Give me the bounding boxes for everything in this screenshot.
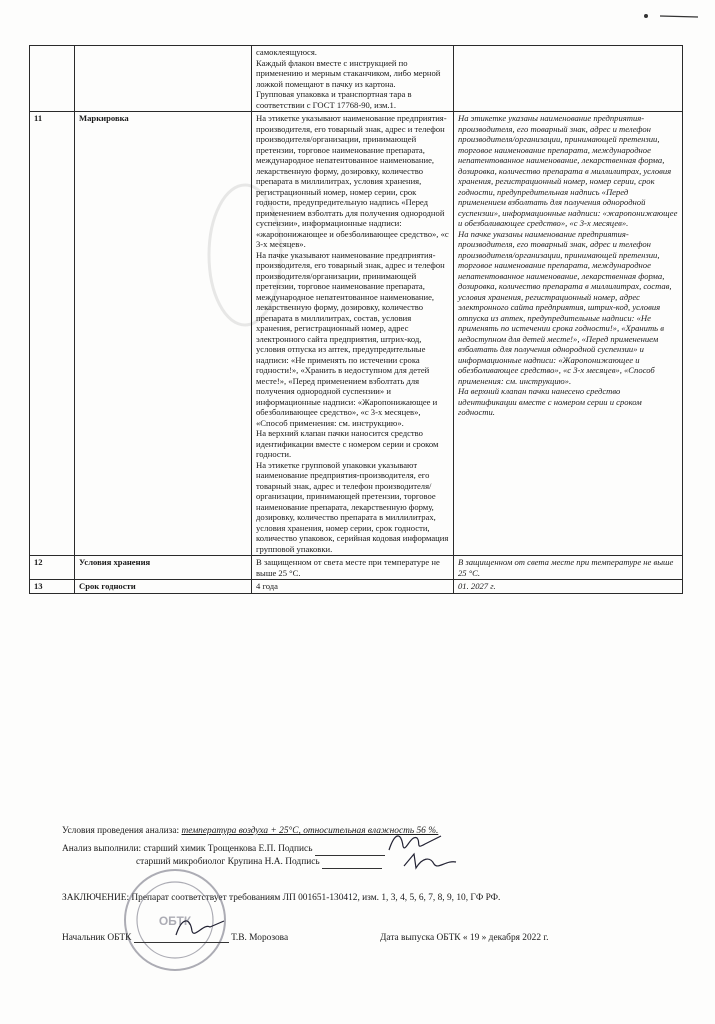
result-paragraph: 01. 2027 г.	[458, 581, 496, 591]
row-number-text: 12	[34, 557, 43, 567]
microbiologist-role: старший микробиолог Крупина Н.А.	[136, 857, 283, 867]
result-cell	[454, 46, 683, 112]
row-number-text: 11	[34, 113, 43, 123]
head-signature-blank	[134, 942, 229, 943]
row-number	[30, 112, 75, 556]
requirement-paragraph: Групповая упаковка и транспортная тара в соответствии с ГОСТ 17768-90, изм.1.	[256, 89, 412, 110]
stamp-label: ОБТК	[158, 914, 192, 928]
chemist-sign-word: Подпись	[278, 844, 313, 854]
conditions-label: Условия проведения анализа:	[62, 826, 180, 836]
result-paragraph: На верхний клапан пачки нанесено средство идентификации вместе с номером серии и сроком годности.	[458, 386, 642, 417]
indicator-name-text: Условия хранения	[79, 557, 151, 567]
indicator-name-text: Маркировка	[79, 113, 129, 123]
requirement-cell	[252, 112, 454, 556]
microbiologist-signature-line	[322, 868, 382, 869]
row-number-text: 13	[34, 581, 43, 591]
conditions-value: температура воздуха + 25°С, относительная влажность 56 %.	[181, 826, 439, 836]
indicator-name	[75, 556, 252, 580]
result-paragraph: В защищенном от света месте при температуре не выше 25 °С.	[458, 557, 674, 578]
table-row	[30, 112, 683, 556]
requirement-paragraph: На верхний клапан пачки наносится средство идентификации вместе с номером серии и сроком годности.	[256, 428, 439, 459]
result-cell	[454, 112, 683, 556]
requirement-cell	[252, 556, 454, 580]
microbiologist-signature	[400, 850, 460, 872]
result-cell	[454, 556, 683, 580]
table-row	[30, 556, 683, 580]
indicator-name	[75, 580, 252, 594]
row-number	[30, 580, 75, 594]
result-paragraph: На этикетке указаны наименование предприятия-производителя, его товарный знак, адрес и телефон производителя/организации, принимающей претензии, торговое наименование препарата, международное непатентованное наименование, лекарственная форма, дозировка, количество препарата в миллилитрах, условия хранения, регистрационный номер, номер серии, срок годности, предупредительная надпись «Перед применением взболтать для получения однородной суспензии», информационные надписи: «жаропонижающее и обезболивающее средство», «с 3-х месяцев».	[458, 113, 678, 228]
chemist-role: старший химик Трощенкова Е.П.	[143, 844, 276, 854]
specification-table	[29, 45, 683, 594]
analysis-conditions	[62, 826, 438, 836]
scan-artifact-mark	[640, 10, 700, 22]
requirement-paragraph: 4 года	[256, 581, 278, 591]
requirement-cell	[252, 46, 454, 112]
row-number	[30, 556, 75, 580]
release-date: Дата выпуска ОБТК « 19 » декабря 2022 г.	[380, 933, 549, 943]
result-paragraph: На пачке указаны наименование предприятия-производителя, его товарный знак, адрес и телефон производителя/организации, принимающей претензии, торговое наименование препарата, международное непатентованное наименование, лекарственная форма, дозировка, количество препарата в миллилитрах, состав, условия хранения, регистрационный номер, адрес электронного сайта предприятия, штрих-код, условия отпуска из аптек, предупредительные надписи: «Не применять по истечении срока годности!», «Хранить в недоступном для детей месте!», «Перед применением взболтать для получения однородной суспензии» и информационные надписи: «Жаропонижающее и обезболивающее средство», «с 3-х месяцев», «Способ применения: см. инструкцию».	[458, 228, 672, 386]
table-row	[30, 580, 683, 594]
conclusion: ЗАКЛЮЧЕНИЕ: Препарат соответствует требованиям ЛП 001651-130412, изм. 1, 3, 4, 5, 6, 7, 8, 9, 10, ГФ РФ.	[62, 893, 501, 903]
requirement-cell	[252, 580, 454, 594]
requirement-paragraph: самоклеящуюся.	[256, 47, 317, 57]
head-signature	[170, 915, 230, 941]
requirement-paragraph: Каждый флакон вместе с инструкцией по применению и мерным стаканчиком, либо мерной ложкой помещают в пачку из картона.	[256, 57, 441, 89]
requirement-paragraph: На пачке указывают наименование предприятия-производителя, его товарный знак, адрес и телефон производителя/организации, принимающей претензии, торговое наименование препарата, международное непатентованное наименование, лекарственную форму, дозировку, количество препарата в миллилитрах, состав, условия хранения, регистрационный номер, адрес электронного сайта предприятия, штрих-код, условия отпуска из аптек, предупредительные надписи: «Не применять по истечении срока годности!», «Хранить в недоступном для детей месте!», «Перед применением взболтать для получения однородной суспензии» и информационные надписи: «Жаропонижающее и обезболивающее средство», «с 3-х месяцев», «Способ применения: см. инструкцию».	[256, 249, 445, 428]
row-number	[30, 46, 75, 112]
requirement-paragraph: На этикетке групповой упаковки указывают наименование предприятия-производителя, его товарный знак, адрес и телефон производителя/организации, принимающей претензии, торговое наименование препарата, лекарственную форму, дозировку, количество препарата в миллилитрах, условия хранения, номер серии, срок годности, количество упаковок, серийная кодовая информация групповой упаковки.	[256, 459, 449, 554]
requirement-paragraph: В защищенном от света месте при температуре не выше 25 °С.	[256, 557, 440, 578]
indicator-name	[75, 46, 252, 112]
result-cell	[454, 580, 683, 594]
indicator-name	[75, 112, 252, 556]
head-label: Начальник ОБТК	[62, 933, 132, 943]
requirement-paragraph: На этикетке указывают наименование предприятия-производителя, его товарный знак, адрес и телефон производителя/организации, принимающей претензии, торговое наименование препарата, международное непатентованное наименование, лекарственную форму, дозировку, количество препарата в миллилитрах, условия хранения, регистрационный номер, номер серии, срок годности, предупредительную надпись «Перед применением взболтать для получения однородной суспензии», информационные надписи: «жаропонижающее и обезболивающее средство», «с 3-х месяцев».	[256, 113, 449, 249]
analysis-label: Анализ выполнили:	[62, 844, 142, 854]
head-name: Т.В. Морозова	[231, 933, 289, 943]
performer-row-chemist	[62, 843, 385, 856]
table-row	[30, 46, 683, 112]
indicator-name-text: Срок годности	[79, 581, 136, 591]
microbiologist-sign-word: Подпись	[285, 857, 320, 867]
